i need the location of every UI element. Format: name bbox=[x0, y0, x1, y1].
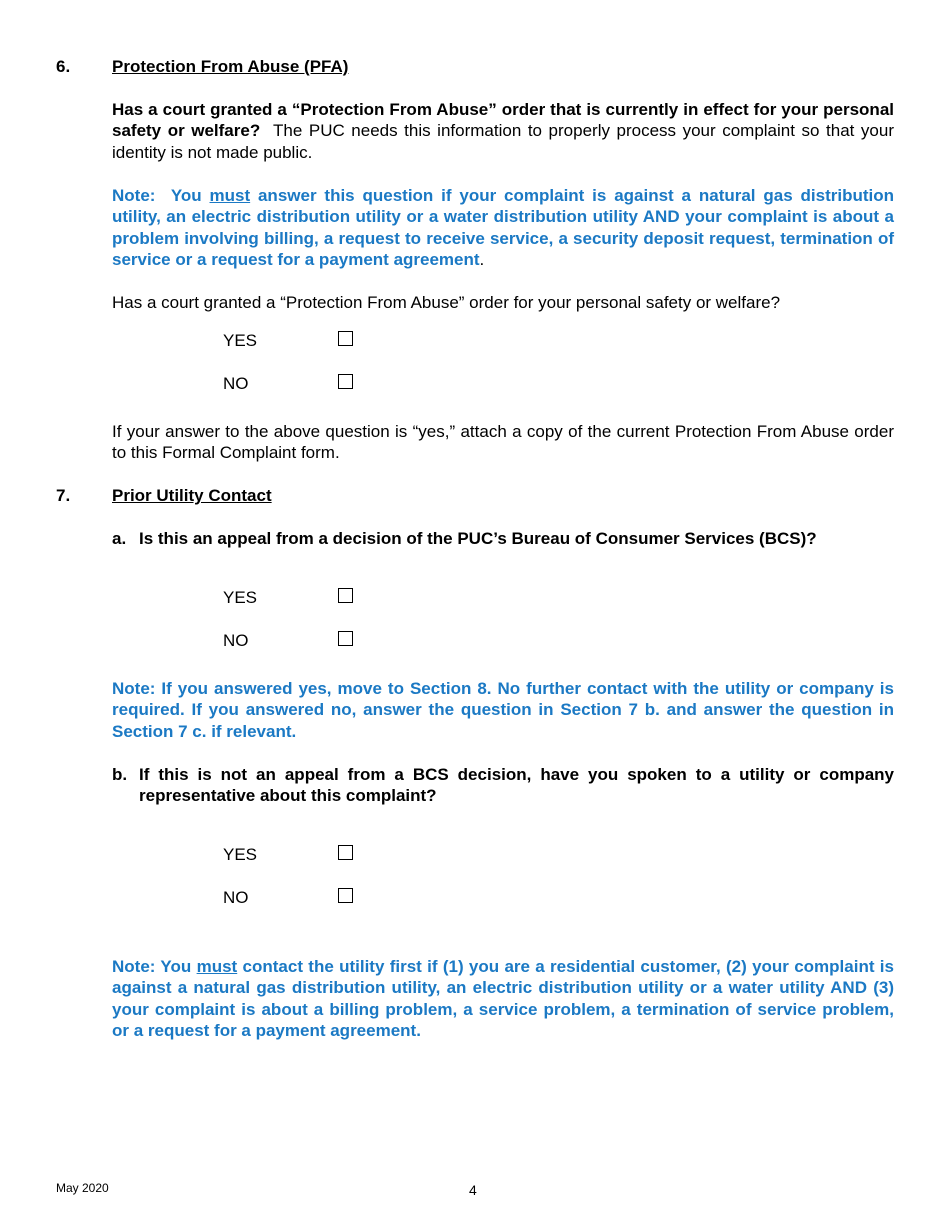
pfa-note bbox=[112, 185, 894, 270]
pfa-question-2: Has a court granted a “Protection From Abuse” order for your personal safety or welfare? bbox=[112, 293, 781, 312]
question-7b-text: If this is not an appeal from a BCS decision, have you spoken to a utility or company representative about this complaint? bbox=[139, 765, 894, 806]
footer-date: May 2020 bbox=[56, 1181, 109, 1195]
question-7a bbox=[112, 528, 894, 549]
page-number: 4 bbox=[469, 1182, 477, 1198]
section-7-number: 7. bbox=[56, 486, 71, 505]
pfa-yes-checkbox[interactable] bbox=[338, 331, 353, 346]
q7a-yes-checkbox[interactable] bbox=[338, 588, 353, 603]
q7b-no-checkbox[interactable] bbox=[338, 888, 353, 903]
pfa-yes-label: YES bbox=[223, 331, 258, 350]
q7b-yes-checkbox[interactable] bbox=[338, 845, 353, 860]
pfa-no-label: NO bbox=[223, 374, 249, 393]
q7a-no-checkbox[interactable] bbox=[338, 631, 353, 646]
pfa-question-paragraph bbox=[112, 99, 894, 163]
q7a-yes-label: YES bbox=[223, 588, 258, 607]
pfa-question-bold: Has a court granted a “Protection From Abuse” order that is currently in effect for your personal safety or welfare? bbox=[112, 100, 894, 141]
section-6-title: Protection From Abuse (PFA) bbox=[112, 57, 349, 76]
q7a-no-label: NO bbox=[223, 631, 249, 650]
pfa-note-must: must bbox=[209, 186, 251, 205]
section-7-title: Prior Utility Contact bbox=[112, 486, 272, 505]
question-7b bbox=[112, 764, 894, 807]
q7a-note: Note: If you answered yes, move to Section 8. No further contact with the utility or company is required. If you answered no, answer the question in Section 7 b. and answer the question in Section 7 c. if relevant. bbox=[112, 679, 894, 741]
pfa-no-checkbox[interactable] bbox=[338, 374, 353, 389]
q7b-yes-label: YES bbox=[223, 845, 258, 864]
question-7b-label: b. bbox=[112, 765, 128, 784]
pfa-note-start: Note: You bbox=[112, 186, 210, 205]
pfa-attach-instructions: If your answer to the above question is “yes,” attach a copy of the current Protection From Abuse order to this Formal Complaint form. bbox=[112, 422, 894, 463]
q7b-no-label: NO bbox=[223, 888, 249, 907]
pfa-note-end: answer this question if your complaint is against a natural gas distribution utility, an electric distribution utility or a water distribution utility AND your complaint is about a problem involving billing, a request to receive service, a security deposit request, termination of service or a request for a payment agreement bbox=[112, 186, 894, 269]
pfa-question-rest: The PUC needs this information to properly process your complaint so that your identity is not made public. bbox=[112, 121, 895, 162]
q7b-note-must: must bbox=[196, 957, 238, 976]
pfa-note-period: . bbox=[479, 249, 485, 269]
q7b-note bbox=[112, 956, 894, 1041]
section-6-number: 6. bbox=[56, 57, 71, 76]
question-7a-label: a. bbox=[112, 529, 127, 548]
q7b-note-end: contact the utility first if (1) you are a residential customer, (2) your complaint is against a natural gas distribution utility, an electric distribution utility or a water utility AND (3) your complaint is about a billing problem, a service problem, a termination of service problem, or a request for a payment agreement. bbox=[112, 957, 894, 1040]
question-7a-text: Is this an appeal from a decision of the PUC’s Bureau of Consumer Services (BCS)? bbox=[139, 529, 817, 548]
q7b-note-start: Note: You bbox=[112, 957, 197, 976]
